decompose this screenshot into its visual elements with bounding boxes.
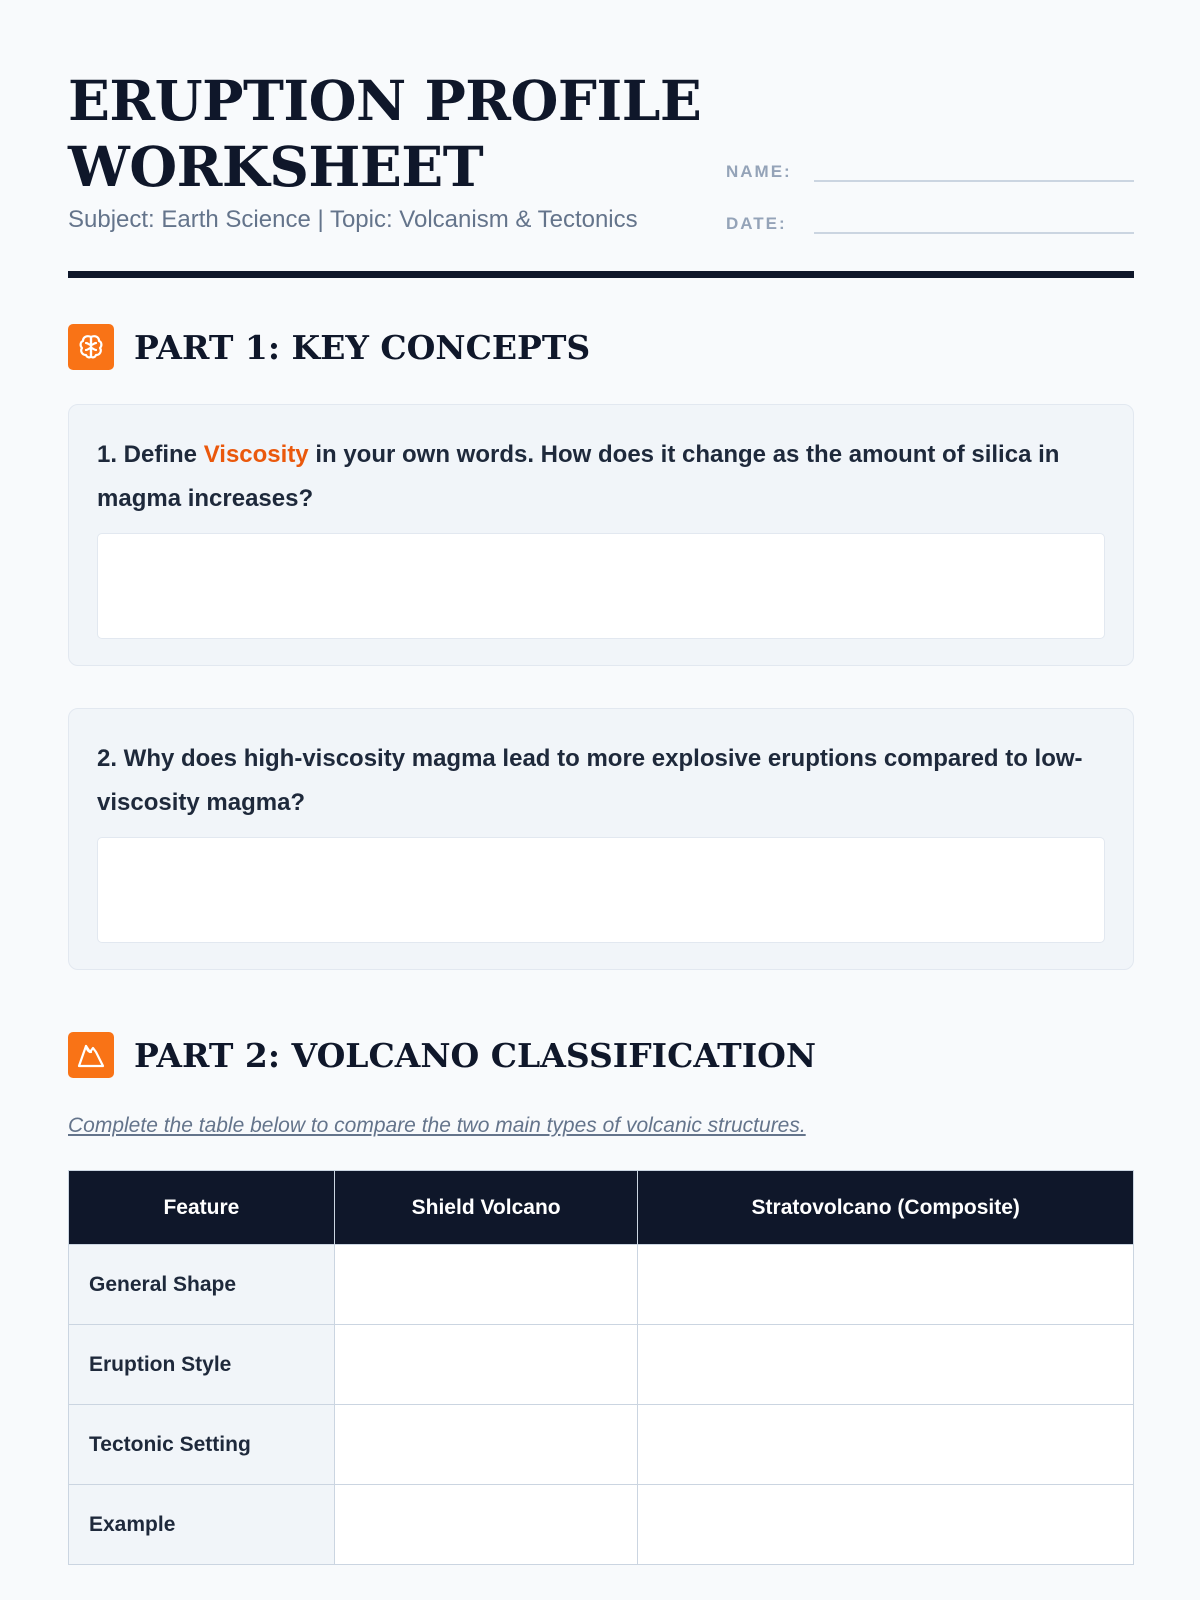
date-label: DATE: xyxy=(726,214,787,233)
table-header-row xyxy=(69,1171,1134,1245)
header-feature: Feature xyxy=(69,1171,335,1245)
strato-example-cell[interactable] xyxy=(638,1485,1134,1565)
table-row xyxy=(69,1245,1134,1325)
worksheet-page xyxy=(68,68,1134,1536)
table-row xyxy=(69,1405,1134,1485)
row-label-general-shape: General Shape xyxy=(69,1245,335,1325)
volcano-icon xyxy=(68,1032,114,1078)
name-field-row xyxy=(726,152,1134,182)
name-field[interactable] xyxy=(814,152,1134,182)
part1-title: PART 1: KEY CONCEPTS xyxy=(134,327,591,367)
strato-eruption-style-cell[interactable] xyxy=(638,1325,1134,1405)
strato-tectonic-setting-cell[interactable] xyxy=(638,1405,1134,1485)
shield-eruption-style-cell[interactable] xyxy=(334,1325,638,1405)
keyword-viscosity: Viscosity xyxy=(203,441,309,468)
name-label: NAME: xyxy=(726,162,792,181)
header-stratovolcano: Stratovolcano (Composite) xyxy=(638,1171,1134,1245)
page-title: ERUPTION PROFILE WORKSHEET xyxy=(68,68,702,199)
worksheet-header xyxy=(68,68,1134,278)
row-label-tectonic-setting: Tectonic Setting xyxy=(69,1405,335,1485)
brain-icon xyxy=(68,324,114,370)
date-field[interactable] xyxy=(814,204,1134,234)
part1-heading xyxy=(68,324,590,370)
question-1-text xyxy=(97,433,1105,521)
row-label-eruption-style: Eruption Style xyxy=(69,1325,335,1405)
row-label-example: Example xyxy=(69,1485,335,1565)
question-card-2 xyxy=(68,708,1134,970)
part2-title: PART 2: VOLCANO CLASSIFICATION xyxy=(134,1035,817,1075)
subject-topic-subtitle: Subject: Earth Science | Topic: Volcanism & Tectonics xyxy=(68,206,638,233)
shield-example-cell[interactable] xyxy=(334,1485,638,1565)
table-row xyxy=(69,1325,1134,1405)
volcano-comparison-table xyxy=(68,1170,1134,1565)
strato-general-shape-cell[interactable] xyxy=(638,1245,1134,1325)
table-instruction: Complete the table below to compare the two main types of volcanic structures. xyxy=(68,1114,806,1137)
part2-heading xyxy=(68,1032,816,1078)
table-row xyxy=(69,1485,1134,1565)
question-1-suffix: in your own words. How does it change as the amount of silica in magma increases? xyxy=(97,441,1060,512)
date-field-row xyxy=(726,204,1134,234)
header-divider xyxy=(68,271,1134,278)
answer-box-1[interactable] xyxy=(97,533,1105,639)
shield-general-shape-cell[interactable] xyxy=(334,1245,638,1325)
shield-tectonic-setting-cell[interactable] xyxy=(334,1405,638,1485)
header-shield-volcano: Shield Volcano xyxy=(334,1171,638,1245)
question-card-1 xyxy=(68,404,1134,666)
answer-box-2[interactable] xyxy=(97,837,1105,943)
question-2-text: 2. Why does high-viscosity magma lead to more explosive eruptions compared to low-viscosity magma? xyxy=(97,745,1083,816)
question-1-prefix: 1. Define xyxy=(97,441,204,468)
